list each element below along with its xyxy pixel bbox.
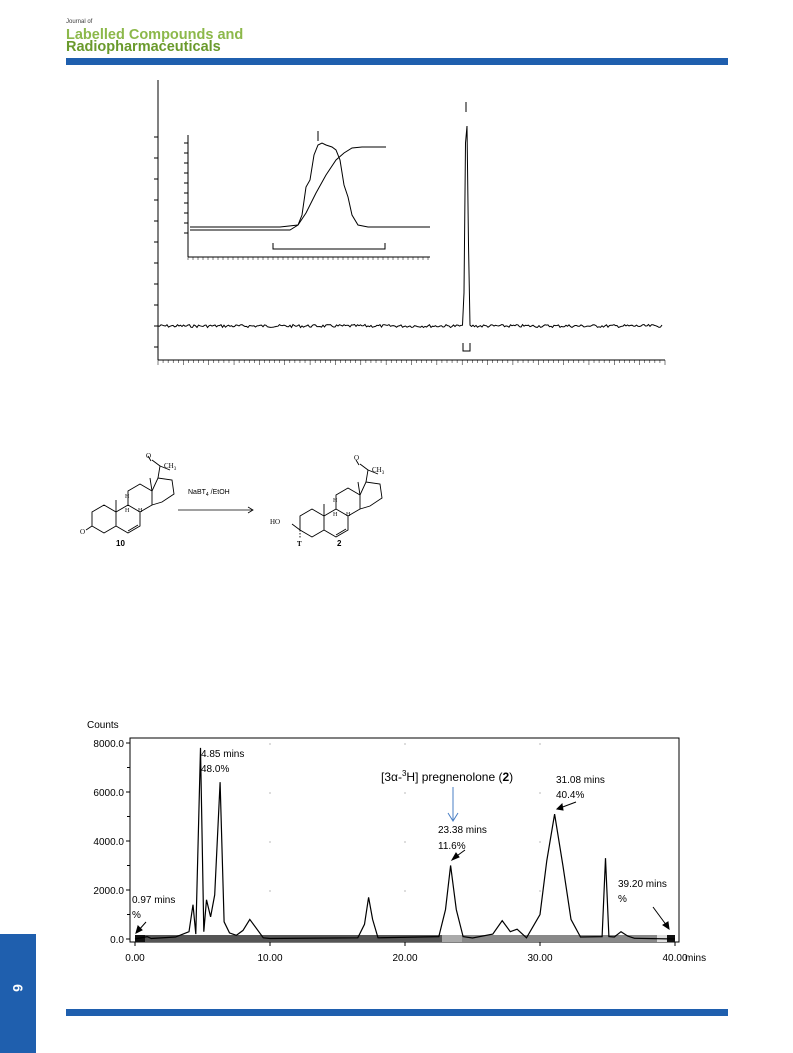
reactant-acetyl-o: O bbox=[146, 452, 152, 460]
page-number: 6 bbox=[10, 984, 26, 992]
header-rule bbox=[66, 58, 728, 65]
peak0-percent: % bbox=[132, 910, 141, 921]
hplc-grid-dot bbox=[269, 890, 270, 891]
hplc-x-unit: mins bbox=[685, 953, 707, 964]
hplc-grid-dot bbox=[404, 890, 405, 891]
hplc-grid-dot bbox=[269, 841, 270, 842]
hplc-x-tick-label: 30.00 bbox=[527, 953, 553, 964]
product-ho: HO bbox=[270, 518, 281, 526]
radio-inset bbox=[184, 131, 430, 260]
hplc-y-tick-label: 2000.0 bbox=[93, 886, 124, 897]
radio-chromatogram bbox=[140, 75, 680, 375]
peak2-percent: 11.6% bbox=[438, 841, 466, 852]
hplc-y-label: Counts bbox=[87, 720, 119, 731]
product-methyl: $CH_3$ bbox=[372, 466, 385, 476]
peak3-time: 31.08 mins bbox=[556, 775, 605, 786]
journal-title-line2: Radiopharmaceuticals bbox=[66, 39, 221, 55]
journal-of-label: Journal of bbox=[66, 19, 93, 25]
product-acetyl-o: O bbox=[354, 454, 360, 462]
reactant-h1: H bbox=[125, 494, 130, 500]
journal-title-line1: Labelled Compounds and bbox=[66, 27, 244, 43]
inset-peak-line bbox=[190, 143, 430, 227]
hplc-grid-dot bbox=[539, 890, 540, 891]
hplc-y-ticks bbox=[93, 739, 130, 946]
hplc-grid-dot bbox=[404, 792, 405, 793]
reactant-structure bbox=[86, 456, 174, 533]
hplc-y-tick-label: 4000.0 bbox=[93, 837, 124, 848]
hplc-grid-dot bbox=[404, 743, 405, 744]
hplc-x-tick-label: 20.00 bbox=[392, 953, 418, 964]
hplc-grid-dot bbox=[539, 841, 540, 842]
hplc-chromatogram bbox=[80, 712, 720, 967]
peak1-percent: 48.0% bbox=[201, 764, 230, 775]
hplc-x-tick-label: 0.00 bbox=[125, 953, 145, 964]
peak2-time: 23.38 mins bbox=[438, 825, 487, 836]
peak0-time: 0.97 mins bbox=[132, 895, 176, 906]
reaction-scheme bbox=[80, 450, 420, 560]
inset-integral-line bbox=[190, 147, 386, 230]
compound-label: [3α-$^3$H] pregnenolone (2) bbox=[381, 769, 514, 784]
reactant-h2: H bbox=[125, 508, 130, 514]
hplc-grid-dot bbox=[404, 841, 405, 842]
hplc-grid-dot bbox=[539, 743, 540, 744]
reactant-h3: H bbox=[138, 508, 143, 514]
inset-integration-bracket bbox=[273, 243, 385, 249]
product-number: 2 bbox=[337, 539, 342, 548]
peak3-percent: 40.4% bbox=[556, 790, 585, 801]
hplc-grid-dot bbox=[269, 743, 270, 744]
footer-rule bbox=[66, 1009, 728, 1016]
hplc-grid-dots bbox=[269, 743, 540, 891]
radio-integration-bracket bbox=[463, 343, 470, 351]
hplc-x-tick-label: 40.00 bbox=[662, 953, 688, 964]
product-h3: H bbox=[346, 512, 351, 518]
radio-x-ticks bbox=[158, 360, 665, 365]
peak4-arrow bbox=[653, 907, 667, 926]
peak4-time: 39.20 mins bbox=[618, 879, 667, 890]
hplc-y-tick-label: 0.0 bbox=[110, 935, 124, 946]
product-h1: H bbox=[333, 498, 338, 504]
reactant-number: 10 bbox=[116, 539, 125, 548]
peak4-percent: % bbox=[618, 894, 627, 905]
product-tritium: T bbox=[297, 540, 302, 548]
compound-arrow bbox=[448, 787, 458, 821]
reagent-label: NaBT$_4$ /EtOH bbox=[188, 489, 230, 498]
radio-y-ticks bbox=[154, 137, 158, 347]
hplc-x-ticks bbox=[125, 942, 688, 964]
peak1-time: 4.85 mins bbox=[201, 749, 245, 760]
product-h2: H bbox=[333, 512, 338, 518]
reactant-ketone-o: O bbox=[80, 528, 86, 536]
hplc-y-tick-label: 8000.0 bbox=[93, 739, 124, 750]
hplc-grid-dot bbox=[539, 792, 540, 793]
hplc-y-tick-label: 6000.0 bbox=[93, 788, 124, 799]
hplc-grid-dot bbox=[269, 792, 270, 793]
reactant-methyl: $CH_3$ bbox=[164, 462, 177, 472]
hplc-x-tick-label: 10.00 bbox=[257, 953, 283, 964]
